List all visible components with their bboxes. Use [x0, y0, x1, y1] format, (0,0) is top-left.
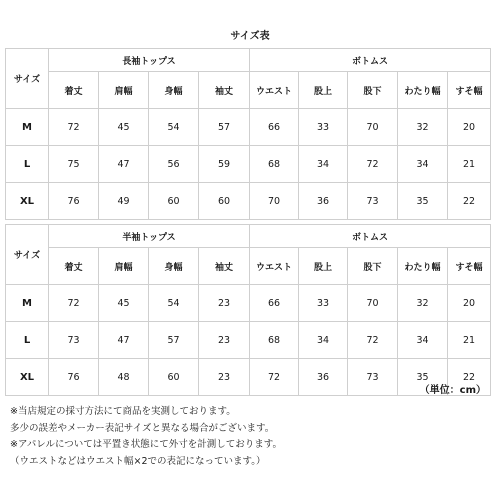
table-cell: 70: [250, 183, 299, 220]
measurement-notes: [10, 404, 495, 470]
column-header: 着丈: [49, 72, 99, 109]
table-cell: 20: [448, 285, 491, 322]
table-cell: 35: [398, 183, 448, 220]
column-header: 股上: [299, 248, 348, 285]
table-cell: 57: [199, 109, 250, 146]
table-cell: 47: [99, 146, 149, 183]
table-cell: 72: [49, 285, 99, 322]
table-cell: 76: [49, 359, 99, 396]
table-cell: 32: [398, 109, 448, 146]
table-cell: 45: [99, 285, 149, 322]
table-cell: 73: [348, 183, 398, 220]
table-cell: 36: [299, 359, 348, 396]
table-row: [6, 322, 491, 359]
table-cell: 34: [398, 322, 448, 359]
note-line: ※アパレルについては平置き状態にて外寸を計測しております。: [10, 439, 283, 450]
table-cell: 73: [49, 322, 99, 359]
column-header: わたり幅: [398, 72, 448, 109]
table-cell: 34: [299, 146, 348, 183]
table-cell: 72: [49, 109, 99, 146]
table-cell: 32: [398, 285, 448, 322]
column-header: ウエスト: [250, 72, 299, 109]
tops-header: 長袖トップス: [49, 49, 250, 72]
table-cell: 60: [149, 183, 199, 220]
table-cell: 48: [99, 359, 149, 396]
table-cell: 75: [49, 146, 99, 183]
table-cell: 56: [149, 146, 199, 183]
size-table-short-sleeve: [5, 224, 491, 396]
column-header: 袖丈: [199, 248, 250, 285]
table-cell: 21: [448, 322, 491, 359]
table-row: [6, 183, 491, 220]
table-cell: 54: [149, 285, 199, 322]
table-cell: 22: [448, 183, 491, 220]
bottoms-header: ボトムス: [250, 225, 491, 248]
table-row: [6, 359, 491, 396]
size-label: L: [6, 322, 49, 359]
table-cell: 23: [199, 322, 250, 359]
column-header: わたり幅: [398, 248, 448, 285]
table-cell: 21: [448, 146, 491, 183]
table-cell: 73: [348, 359, 398, 396]
size-header: サイズ: [6, 225, 49, 285]
table-cell: 54: [149, 109, 199, 146]
column-header: 身幅: [149, 72, 199, 109]
table-cell: 47: [99, 322, 149, 359]
size-label: M: [6, 285, 49, 322]
table-cell: 49: [99, 183, 149, 220]
table-cell: 68: [250, 146, 299, 183]
table-cell: 59: [199, 146, 250, 183]
table-cell: 76: [49, 183, 99, 220]
table-cell: 22: [448, 359, 491, 396]
table-cell: 60: [199, 183, 250, 220]
table-cell: 57: [149, 322, 199, 359]
table-cell: 72: [348, 322, 398, 359]
size-header: サイズ: [6, 49, 49, 109]
size-label: M: [6, 109, 49, 146]
column-header: 着丈: [49, 248, 99, 285]
size-table-long-sleeve: [5, 48, 491, 220]
note-line: 多少の誤差やメーカー表記サイズと異なる場合がございます。: [10, 422, 275, 434]
column-header: 股下: [348, 248, 398, 285]
size-label: L: [6, 146, 49, 183]
column-header: 股上: [299, 72, 348, 109]
table-cell: 33: [299, 109, 348, 146]
table-cell: 36: [299, 183, 348, 220]
column-header: すそ幅: [448, 72, 491, 109]
table-cell: 68: [250, 322, 299, 359]
bottoms-header: ボトムス: [250, 49, 491, 72]
column-header: すそ幅: [448, 248, 491, 285]
column-header: 肩幅: [99, 248, 149, 285]
table-cell: 23: [199, 285, 250, 322]
table-cell: 34: [398, 146, 448, 183]
column-header: 肩幅: [99, 72, 149, 109]
table-cell: 23: [199, 359, 250, 396]
table-cell: 35: [398, 359, 448, 396]
table-cell: 72: [348, 146, 398, 183]
table-cell: 72: [250, 359, 299, 396]
table-row: [6, 109, 491, 146]
size-label: XL: [6, 359, 49, 396]
table-row: [6, 146, 491, 183]
page-title: サイズ表: [230, 31, 270, 42]
table-row: [6, 285, 491, 322]
column-header: 身幅: [149, 248, 199, 285]
column-header: 股下: [348, 72, 398, 109]
column-header: 袖丈: [199, 72, 250, 109]
table-cell: 45: [99, 109, 149, 146]
table-cell: 33: [299, 285, 348, 322]
size-label: XL: [6, 183, 49, 220]
tops-header: 半袖トップス: [49, 225, 250, 248]
table-cell: 70: [348, 109, 398, 146]
table-cell: 34: [299, 322, 348, 359]
column-header: ウエスト: [250, 248, 299, 285]
table-cell: 70: [348, 285, 398, 322]
table-cell: 20: [448, 109, 491, 146]
table-cell: 66: [250, 285, 299, 322]
unit-label: （単位：cm）: [419, 385, 486, 396]
table-cell: 60: [149, 359, 199, 396]
table-cell: 66: [250, 109, 299, 146]
note-line: （ウエストなどはウエスト幅×2での表記になっています。）: [10, 455, 266, 467]
note-line: ※当店規定の採寸方法にて商品を実測しております。: [10, 406, 236, 417]
